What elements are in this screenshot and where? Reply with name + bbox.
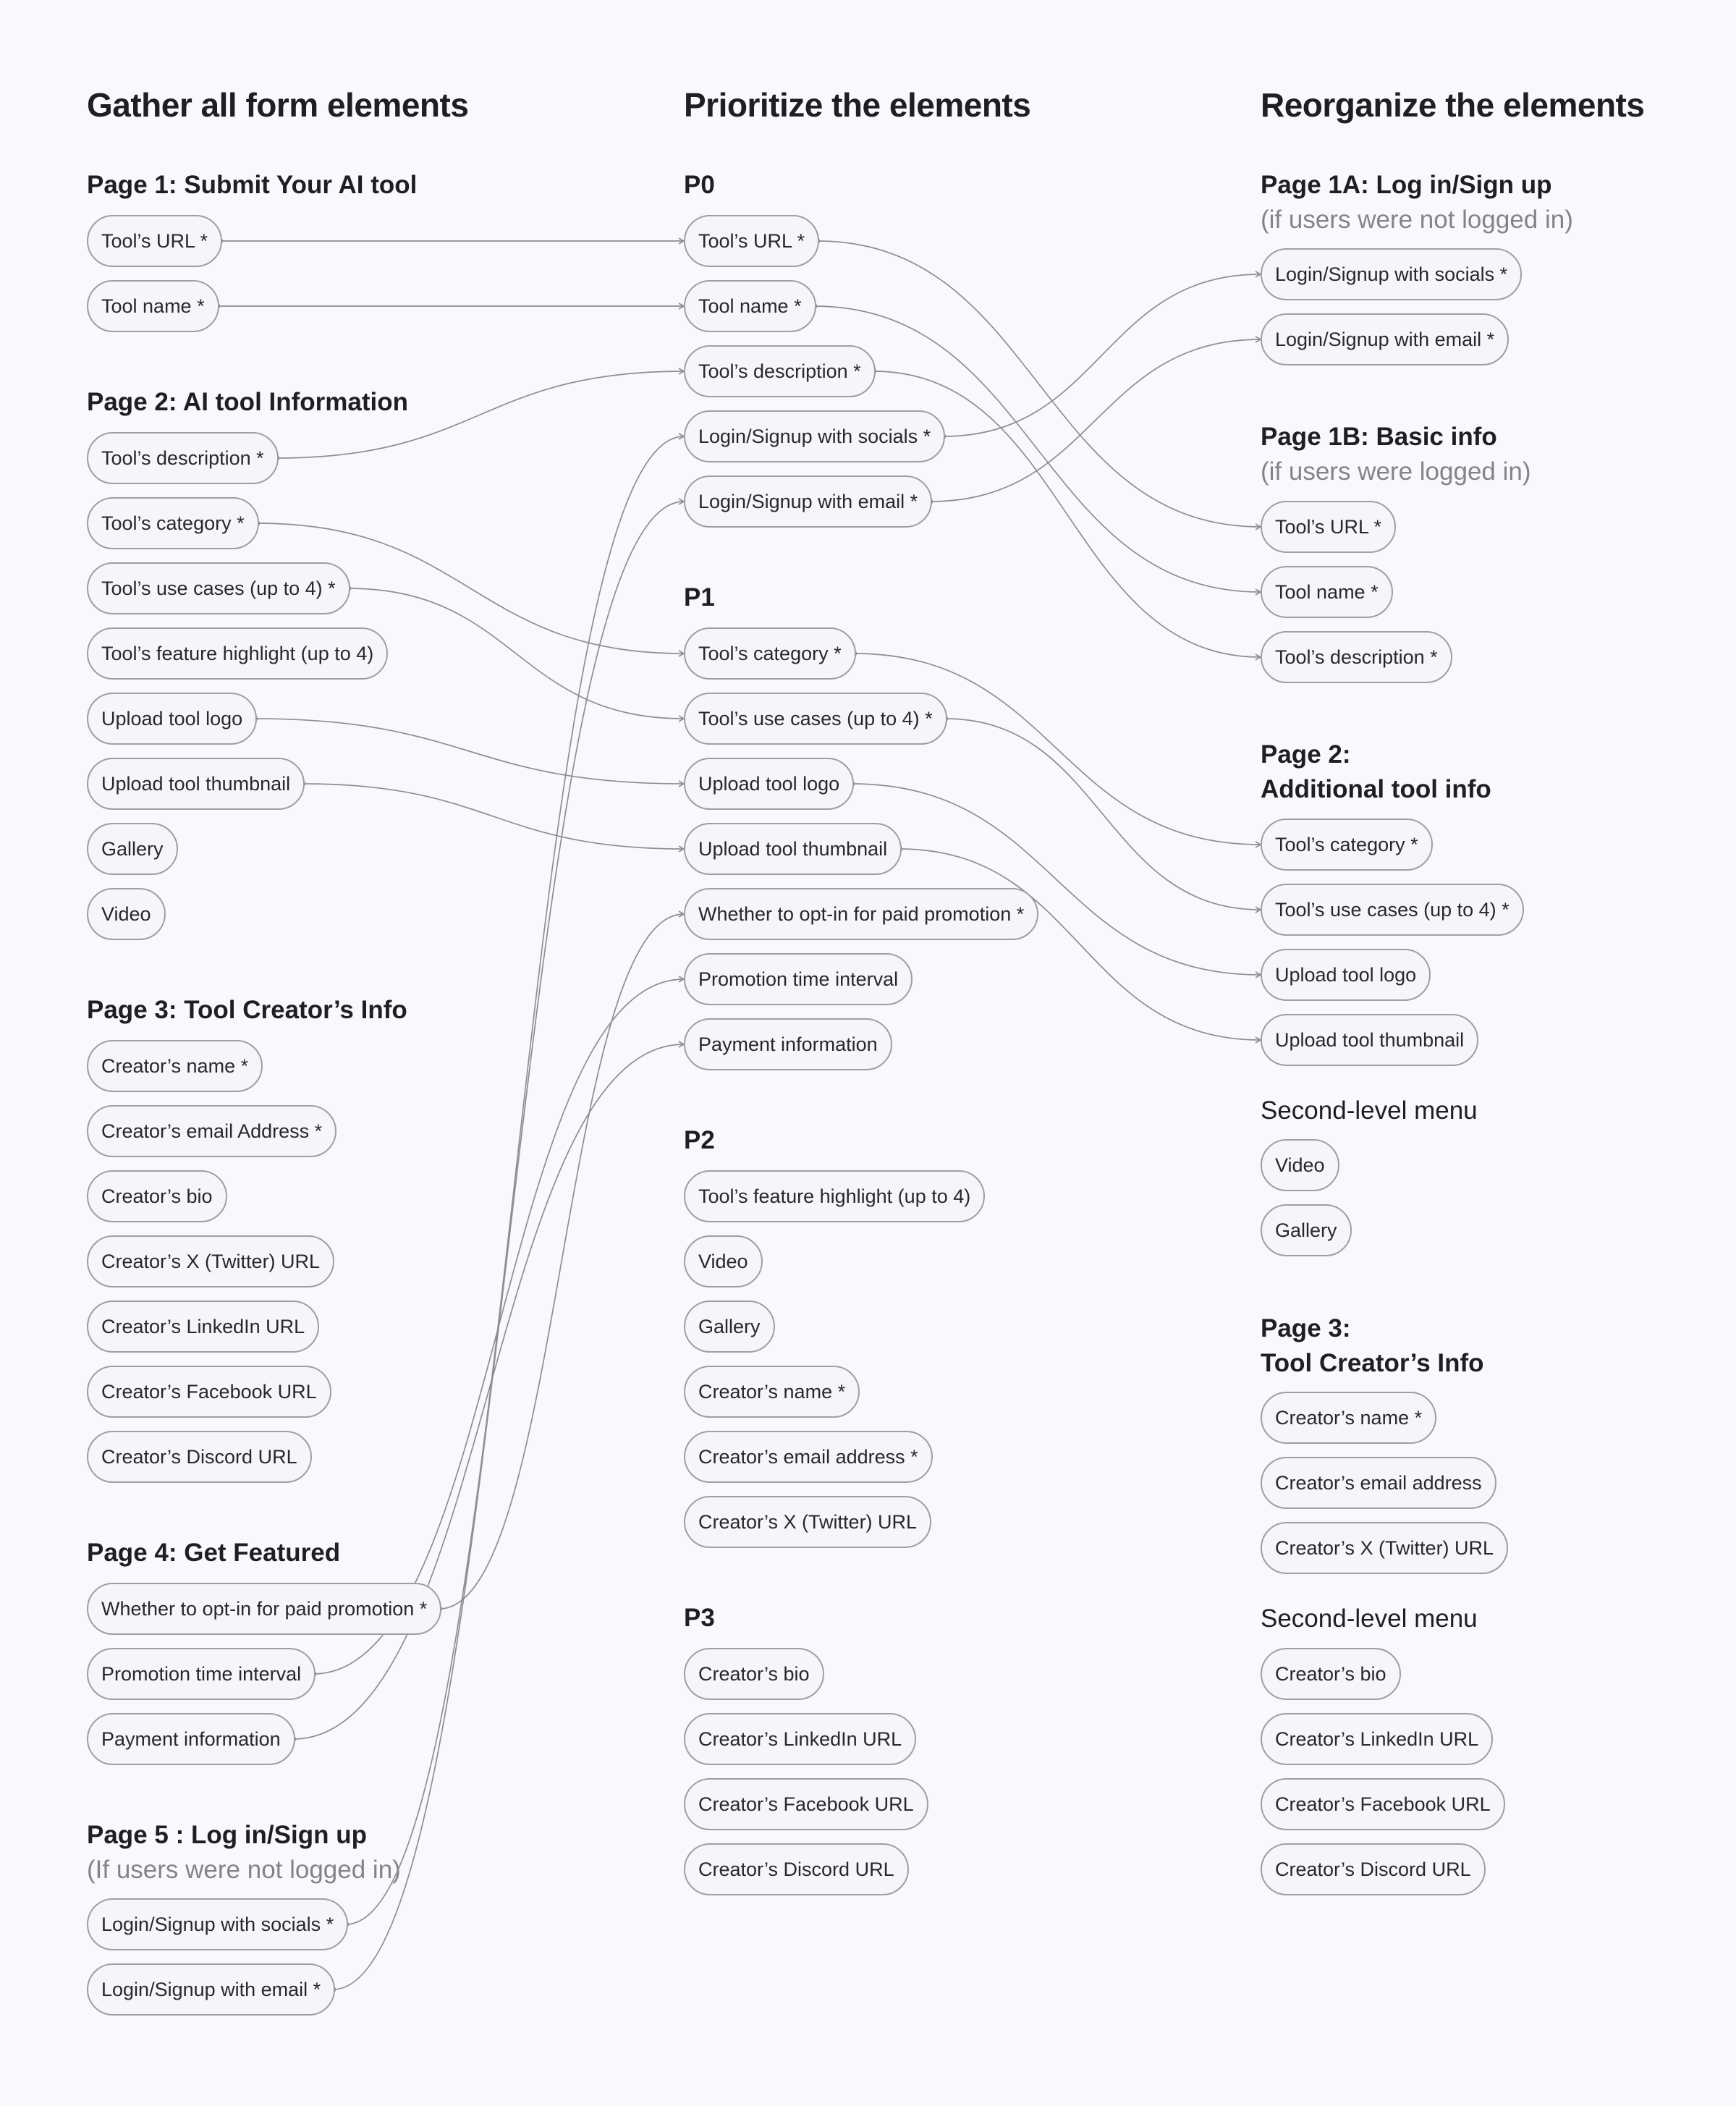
connector-line (348, 588, 684, 719)
connector-arrowhead (1256, 589, 1261, 595)
connector-line (899, 849, 1261, 1040)
field-tool-url: Tool’s URL * (87, 215, 222, 267)
field-promotion-interval: Promotion time interval (87, 1648, 316, 1700)
field-upload-logo: Upload tool logo (87, 693, 257, 745)
field-tool-category: Tool’s category * (87, 497, 259, 549)
field-gallery: Gallery (87, 823, 178, 875)
column-title-prioritize: Prioritize the elements (684, 86, 1031, 124)
connector-line (945, 719, 1261, 910)
connector-line (943, 274, 1261, 436)
field-creator-x-url: Creator’s X (Twitter) URL (87, 1235, 334, 1287)
connector-arrowhead (679, 911, 684, 917)
field-tool-feature-highlight: Tool’s feature highlight (up to 4) (87, 627, 388, 680)
connector-arrowhead (679, 238, 684, 244)
connector-line (302, 784, 684, 849)
connector-arrowhead (1256, 271, 1261, 277)
column-title-reorganize: Reorganize the elements (1261, 86, 1645, 124)
field-tool-name: Tool name * (684, 280, 816, 332)
connector-arrowhead (679, 1041, 684, 1047)
field-tool-url: Tool’s URL * (684, 215, 819, 267)
field-login-email: Login/Signup with email * (684, 475, 932, 528)
field-creator-bio: Creator’s bio (684, 1648, 824, 1700)
field-upload-thumbnail: Upload tool thumbnail (87, 758, 305, 810)
field-creator-discord-url: Creator’s Discord URL (684, 1843, 909, 1895)
connector-arrowhead (679, 434, 684, 439)
section-title-page-2: Page 2: AI tool Information (87, 388, 408, 416)
field-upload-logo: Upload tool logo (684, 758, 854, 810)
field-payment-info: Payment information (684, 1018, 892, 1070)
field-creator-x-url: Creator’s X (Twitter) URL (684, 1496, 931, 1548)
section-title-page-1b: Page 1B: Basic info (1261, 423, 1497, 451)
field-opt-in-promotion: Whether to opt-in for paid promotion * (87, 1583, 441, 1635)
section-subtitle-page-1a: (if users were not logged in) (1261, 206, 1573, 234)
second-level-menu-heading: Second-level menu (1261, 1096, 1478, 1125)
field-tool-feature-highlight: Tool’s feature highlight (up to 4) (684, 1170, 985, 1222)
connector-line (930, 339, 1261, 502)
field-login-socials: Login/Signup with socials * (684, 410, 945, 462)
field-creator-linkedin-url: Creator’s LinkedIn URL (1261, 1713, 1493, 1765)
section-title-line-1: Page 3: (1261, 1314, 1351, 1342)
section-title-page-4: Page 4: Get Featured (87, 1539, 341, 1567)
section-title-line-2: Tool Creator’s Info (1261, 1349, 1484, 1377)
field-upload-thumbnail: Upload tool thumbnail (684, 823, 902, 875)
field-creator-linkedin-url: Creator’s LinkedIn URL (684, 1713, 916, 1765)
field-creator-name: Creator’s name * (684, 1366, 860, 1418)
field-upload-logo: Upload tool logo (1261, 949, 1431, 1001)
connector-line (439, 914, 684, 1609)
field-creator-linkedin-url: Creator’s LinkedIn URL (87, 1301, 319, 1353)
field-creator-facebook-url: Creator’s Facebook URL (1261, 1778, 1505, 1830)
field-tool-url: Tool’s URL * (1261, 501, 1396, 553)
connector-line (293, 1044, 684, 1739)
connector-arrowhead (679, 846, 684, 852)
field-creator-discord-url: Creator’s Discord URL (87, 1431, 312, 1483)
field-tool-description: Tool’s description * (1261, 631, 1452, 683)
connector-arrowhead (1256, 1037, 1261, 1043)
connector-line (852, 784, 1261, 975)
section-title-p0: P0 (684, 171, 715, 199)
field-opt-in-promotion: Whether to opt-in for paid promotion * (684, 888, 1038, 940)
field-tool-name: Tool name * (1261, 566, 1393, 618)
connector-line (346, 436, 684, 1924)
field-tool-category: Tool’s category * (684, 627, 856, 680)
section-title-page-1a: Page 1A: Log in/Sign up (1261, 171, 1552, 199)
field-login-socials: Login/Signup with socials * (87, 1898, 348, 1950)
connector-arrowhead (679, 499, 684, 504)
connector-arrowhead (1256, 907, 1261, 913)
field-creator-facebook-url: Creator’s Facebook URL (684, 1778, 928, 1830)
field-gallery: Gallery (1261, 1204, 1352, 1256)
connector-arrowhead (1256, 524, 1261, 530)
field-tool-category: Tool’s category * (1261, 819, 1433, 871)
section-title-p2: P2 (684, 1126, 715, 1154)
connector-arrowhead (1256, 654, 1261, 660)
connector-arrowhead (679, 976, 684, 982)
section-subtitle-page-5: (If users were not logged in) (87, 1856, 401, 1884)
field-payment-info: Payment information (87, 1713, 295, 1765)
field-video: Video (87, 888, 166, 940)
section-title-line-2: Additional tool info (1261, 775, 1491, 803)
connector-line (854, 654, 1261, 845)
field-creator-email: Creator’s email address * (684, 1431, 933, 1483)
second-level-menu-heading: Second-level menu (1261, 1604, 1478, 1633)
field-tool-description: Tool’s description * (684, 345, 876, 397)
section-title-page-2-additional (1261, 737, 1491, 807)
section-subtitle-page-1b: (if users were logged in) (1261, 457, 1531, 486)
field-creator-name: Creator’s name * (1261, 1392, 1436, 1444)
connector-line (313, 979, 684, 1674)
field-creator-email: Creator’s email address (1261, 1457, 1496, 1509)
section-title-page-3: Page 3: Tool Creator’s Info (87, 996, 407, 1024)
field-tool-use-cases: Tool’s use cases (up to 4) * (87, 562, 350, 614)
connector-arrowhead (679, 651, 684, 656)
field-creator-email: Creator’s email Address * (87, 1105, 336, 1157)
connector-line (333, 502, 684, 1989)
field-creator-x-url: Creator’s X (Twitter) URL (1261, 1522, 1508, 1574)
connector-arrowhead (679, 781, 684, 787)
section-title-page-3-creator (1261, 1311, 1484, 1381)
field-tool-description: Tool’s description * (87, 432, 279, 484)
section-title-p1: P1 (684, 583, 715, 612)
field-tool-name: Tool name * (87, 280, 219, 332)
field-video: Video (684, 1235, 763, 1287)
connector-arrowhead (1256, 842, 1261, 847)
field-upload-thumbnail: Upload tool thumbnail (1261, 1014, 1478, 1066)
connector-arrowhead (679, 303, 684, 309)
connector-arrowhead (1256, 337, 1261, 342)
field-login-email: Login/Signup with email * (87, 1963, 335, 2016)
field-login-socials: Login/Signup with socials * (1261, 248, 1522, 300)
connector-line (255, 719, 684, 784)
field-tool-use-cases: Tool’s use cases (up to 4) * (1261, 884, 1524, 936)
field-video: Video (1261, 1139, 1339, 1191)
section-title-page-5: Page 5 : Log in/Sign up (87, 1821, 367, 1849)
field-tool-use-cases: Tool’s use cases (up to 4) * (684, 693, 947, 745)
section-title-p3: P3 (684, 1604, 715, 1632)
column-title-gather: Gather all form elements (87, 86, 469, 124)
field-login-email: Login/Signup with email * (1261, 313, 1509, 365)
section-title-line-1: Page 2: (1261, 740, 1351, 769)
field-promotion-interval: Promotion time interval (684, 953, 913, 1005)
connector-arrowhead (679, 368, 684, 374)
field-gallery: Gallery (684, 1301, 775, 1353)
connector-arrowhead (679, 716, 684, 722)
connector-arrowhead (1256, 972, 1261, 978)
field-creator-bio: Creator’s bio (87, 1170, 227, 1222)
section-title-page-1: Page 1: Submit Your AI tool (87, 171, 418, 199)
field-creator-discord-url: Creator’s Discord URL (1261, 1843, 1486, 1895)
field-creator-bio: Creator’s bio (1261, 1648, 1401, 1700)
field-creator-name: Creator’s name * (87, 1040, 263, 1092)
field-creator-facebook-url: Creator’s Facebook URL (87, 1366, 331, 1418)
